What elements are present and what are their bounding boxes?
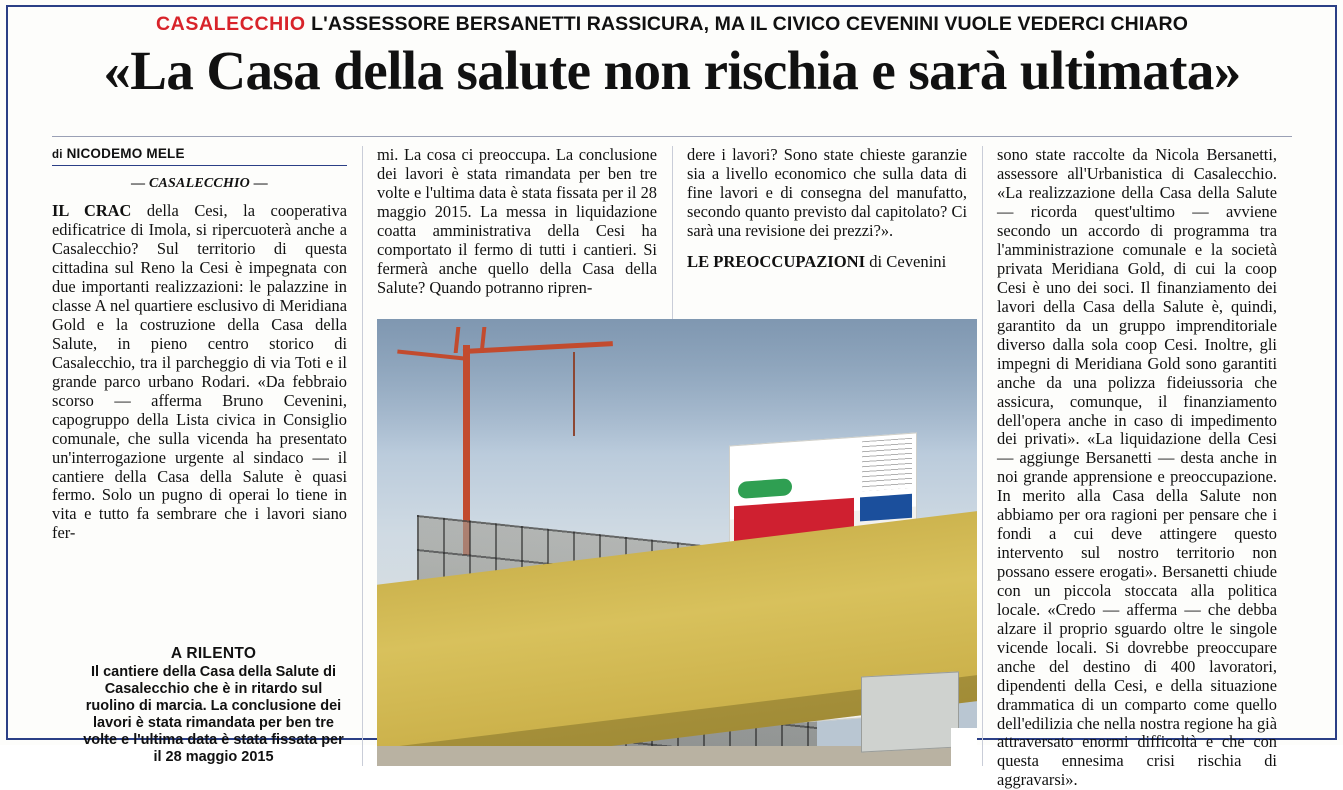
article-columns [52, 145, 1292, 790]
column-1 [52, 146, 347, 766]
caption-text: Il cantiere della Casa della Salute di Casalecchio che è in ritardo sul ruolino di marcia. La conclusione dei lavori è stata rimandata per ben tre volte e l'ultima data è stata fissata per il 28 maggio 2015 [83, 663, 344, 766]
column-3-paragraph: dere i lavori? Sono state chieste garanzie sia a livello economico che sulla data di fine lavori e di consegna del manufatto, secondo quanto previsto dal capitolato? Ci sarà una revisione dei prezzi?». [687, 145, 967, 241]
section-subhead [687, 252, 967, 272]
billboard-text-right [862, 438, 912, 491]
lead-bold: IL CRAC [52, 201, 132, 221]
column-4 [982, 145, 1277, 790]
crane-cable [573, 352, 575, 436]
photo-corner-notch [951, 728, 977, 766]
photo-inner [377, 319, 977, 766]
subhead-bold: LE PREOCCUPAZIONI [687, 252, 866, 272]
caption-title: A RILENTO [170, 645, 257, 663]
column-2-paragraph: mi. La cosa ci preoccupa. La conclusione dei lavori è stata rimandata per ben tre volte e l'ultima data è stata fissata per il 28 maggio 2015. La messa in liquidazione coatta amministrativa della Cesi ha comportato il fermo di tutti i cantieri. Si fermerà anche quello della Casa della Salute? Quando potranno ripren- [377, 145, 657, 297]
dateline: — CASALECCHIO — [131, 176, 268, 192]
kicker-text: L'ASSESSORE BERSANETTI RASSICURA, MA IL CIVICO CEVENINI VUOLE VEDERCI CHIARO [311, 13, 1188, 35]
column-1-paragraph [52, 202, 347, 543]
crane-top [454, 327, 487, 353]
article-content [52, 13, 1292, 790]
site-gate [861, 672, 959, 753]
article-kicker [52, 14, 1292, 35]
lead-text: della Cesi, la cooperativa edificatrice di Imola, si ripercuoterà anche a Casalecchio? Sul territorio di questa cittadina sul Reno la Cesi è impegnata con due importanti realizzazioni: le palazzine in classe A nel quartiere esclusivo di Meridiana Gold e la costruzione della Casa della Salute, in pieno centro storico di Casalecchio, tra il parcheggio di via Toti e il grande parco urbano Rodari. «Da febbraio scorso — afferma Bruno Cevenini, capogruppo della Lista civica in Consiglio comunale, che sulla vicenda ha presentato un'interrogazione urgente al sindaco — il cantiere della Casa della Salute è quasi fermo. Solo un pugno di operai lo tiene in vita e tutto fa sembrare che i lavori siano fer- [52, 201, 347, 543]
headline-divider [52, 136, 1292, 137]
byline-author: NICODEMO MELE [66, 146, 185, 162]
byline [52, 146, 347, 166]
construction-site-photo [377, 319, 977, 766]
column-4-paragraph: sono state raccolte da Nicola Bersanetti, assessore all'Urbanistica di Casalecchio. «La realizzazione della Casa della Salute — ricorda quest'ultimo — avviene secondo un accordo di programma tra l'amministrazione comunale e la società privata Meridiana Gold, di cui la coop Cesi è uno dei soci. Il finanziamento dei lavori della Casa della Salute è, quindi, garantito da un gruppo imprenditoriale diverso dalla sola coop Cesi. Inoltre, gli impegni di Meridiana Gold sono garantiti anche da una polizza fideiussoria che assicura, comunque, il finanziamento dell'opera anche in caso di impedimento dei privati». «La liquidazione della Cesi — aggiunge Bersanetti — desta anche in noi grande apprensione e preoccupazione. In merito alla Casa della Salute non abbiamo per ora ragioni per pensare che i fondi a cui deve attingere questo intervento sul nostro territorio non possano essere erogati». Bersanetti chiude con un piccola stoccata alla politica locale. «Credo — afferma — che debba alzare il proprio sguardo oltre le singole vicende locali. Si dovrebbe preoccupare anche del destino di 400 lavoratori, dipendenti della Cesi, e della situazione drammatica di un comparto come quello dell'edilizia che nella nostra regione ha già attraversato enormi difficoltà e che con questa ennesima crisi rischia di aggravarsi». [997, 145, 1277, 790]
page-title: «La Casa della salute non rischia e sarà ultimata» [103, 40, 1241, 102]
kicker-location: CASALECCHIO [156, 13, 306, 35]
billboard-blue-block [860, 494, 912, 522]
byline-prefix: di [52, 149, 63, 162]
photo-caption [80, 645, 347, 766]
subhead-rest: di Cevenini [865, 252, 947, 272]
